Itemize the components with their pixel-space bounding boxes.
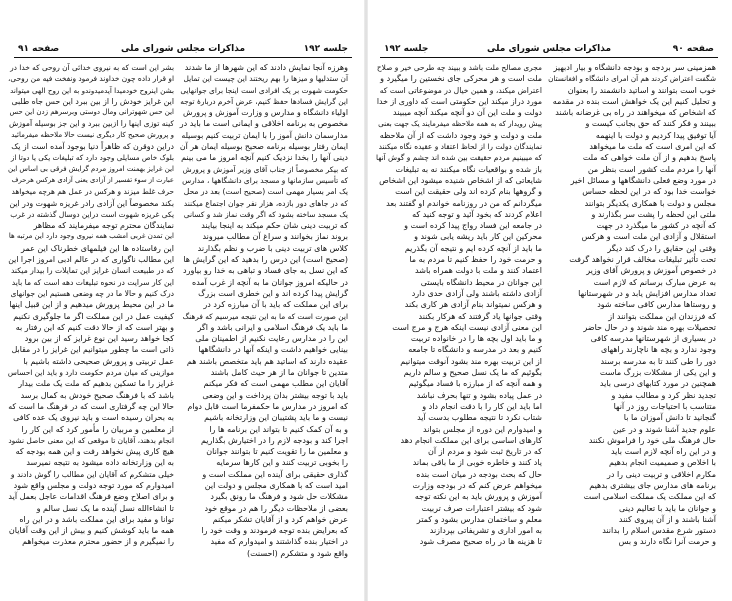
- text-line: این را در مدارس رعایت نکنیم از اطمینان ملی: [195, 334, 348, 344]
- text-line: تعداد مدارس افزایش یابد و در شهرستانها: [578, 288, 716, 298]
- text-line: تحت تأثیر تبلیغات مخالف قرار نخواهد گرفت: [569, 255, 716, 265]
- text-line: شتاب نکرد تا نتیجه مطلوب بدست آید: [417, 413, 542, 423]
- text-line: ما باید یک فرهنگ اسلامی و ایرانی باشد و اگر: [197, 322, 348, 332]
- text-line: را بخوبی تربیت کنند و این کارها سرمایه: [216, 458, 348, 468]
- text-column-right: [180, 62, 348, 559]
- text-line: موازینی که میان مردم حکومت دارد و باید این احساس: [7, 368, 174, 378]
- text-line: انجام بدهند، آقایان تا موقعی که این معنی حاصل نشود: [8, 435, 174, 445]
- text-line: نمایندگان دولت را از لحاظ اعتقاد و عقیده نگاه میکنند: [378, 142, 542, 152]
- text-line: ایمان رفتار بوسیله برنامه صحیح بوسیله ایمان هر آن: [179, 142, 348, 152]
- text-column-left: [376, 62, 542, 548]
- text-line: استقلال و آزادی این ملت است و هرکس: [581, 232, 716, 242]
- text-line: آقایان این مطلب مهمی است که فکر میکنم: [203, 379, 348, 389]
- text-line: آشنا باشند و از آن پیروی کنند: [618, 514, 716, 524]
- text-line: در حالیکه امروز جوانان ما به آنچه از غرب آمده: [192, 277, 348, 287]
- text-line: در خصوص آموزش و پرورش آقای وزیر: [586, 266, 716, 276]
- text-line: در مورد وضع فعلی دانشگاهها و مسائل اخیر: [570, 175, 716, 185]
- text-line: این حس شهوترانی ومال دوستی وبرسرهم زدن این حس: [9, 108, 174, 117]
- text-line: و بهتر است که از حالا دقت کنیم که این رفتار به: [15, 322, 174, 332]
- text-line: اعلام کردند که بخود آئید و توجه کنید که: [412, 209, 542, 219]
- text-line: این گرایش فسادها حفظ کنیم، عرض آخرم دربارهٔ توجه: [180, 96, 348, 106]
- text-line: ما در این محیط پرورش میدهیم و از این قبیل اینها: [9, 300, 174, 310]
- text-line: آزادی داشته باشند ولی آزادی حدی دارد: [411, 288, 542, 298]
- text-line: از معلمین و مربیان را مأمور کرد که این کار را: [21, 424, 174, 434]
- running-title: مذاکرات مجلس شورای ملی: [486, 44, 612, 54]
- text-line: باید با توجه بیشتر بدان پرداخت و این وضعی: [202, 390, 348, 400]
- text-line: مورد دراز میکند این حکومتی است که داوری از خدا: [376, 96, 542, 106]
- text-line: گذاری حقیقی برای آینده این مملکت است و: [202, 469, 348, 479]
- text-line: که تربیت دینی شان حکم میکند به اینجا بیایند: [201, 221, 348, 231]
- text-line: در عمل پیاده بشود و تنها بحرف نباشد: [416, 390, 542, 400]
- text-line: همچنین در مورد کتابهای درسی باید: [599, 379, 716, 389]
- text-line: که تأسیس سازمانها و مسجد برای دانشگاهها ، مدارس: [182, 175, 348, 185]
- page-header: [380, 44, 718, 56]
- text-line: آن ستدلیها و میزها را بهم ریختند این چیست این تمایل: [183, 74, 348, 84]
- header-rule: [380, 57, 718, 58]
- text-line: کنیم و بعد در مدرسه و دانشگاه تا جامعه: [408, 345, 542, 355]
- text-line: و امیدوارم این دوره از مجلس بتواند: [423, 424, 542, 434]
- text-line: یک امر بسیار مهمی است (صحیح است) بعد در محل: [183, 187, 348, 197]
- text-line: این تمدن غربی امشب همه نیروی وجود دارد این مرتبه ها: [8, 232, 174, 241]
- text-line: بروند نماز بخوانند و سراغ آن مطالب میروند: [202, 232, 348, 242]
- text-line: که این نسل به جای فساد و تباهی به خدا رو بیاورد: [183, 266, 348, 276]
- text-line: علوم جدید آشنا شوند و در عین: [613, 424, 716, 434]
- text-line: تا انشاءالله نسل آینده ما یک نسل سالم و: [36, 503, 174, 513]
- text-line: توانا و مفید برای این مملکت باشد و در این راه: [19, 514, 174, 524]
- text-line: مخصوص به برنامه اخلاقی و ایمانی است ما باید در: [179, 119, 348, 129]
- text-line: تجدید نظر کرد و مطالب مفید و: [611, 390, 716, 400]
- text-line: و حرمت آنرا نگاه دارند و بس: [618, 537, 716, 547]
- text-line: و روستاها مدارس کافی ساخته شود: [597, 300, 716, 310]
- text-line: ببینند و فکر کنند که حق بجانب کیست و: [585, 119, 716, 129]
- text-line: و به آن کمک کنیم تا بتواند این برنامه ها را: [209, 424, 348, 434]
- session-number: جلسه ۱۹۲: [303, 44, 348, 54]
- text-line: خیلی متشکرم که آقایان این مطالب را گوش دادند و: [10, 469, 174, 479]
- text-line: به عرض مبارک برسانم که لازم است: [593, 277, 716, 287]
- text-line: نمایندگان محترم توجه میفرمایند که مظاهر: [33, 221, 174, 231]
- text-line: که در تاریخ ثبت شود و مردم از آن: [428, 447, 542, 457]
- text-line: که اشخاص که میخواهند در راه بی غرضانه باشند: [555, 108, 716, 118]
- text-column-right: [548, 62, 716, 548]
- text-line: اعتماد کنند و ملت با دولت همراه باشد: [415, 266, 542, 276]
- text-line: ما باید از آنچه کرده ایم و نتیجه آن بگذریم: [404, 243, 542, 253]
- text-line: مکارم اخلاقی و تربیت دینی را در: [606, 469, 716, 479]
- text-line: میخواهم عرض کنم که در بودجه وزارت: [412, 480, 542, 490]
- text-line: این غرایز بهمنت امروز مردم گرایش فرقی بی اساس این: [7, 164, 174, 173]
- page-number: صفحه ۹۰: [672, 44, 714, 54]
- text-line: درک کنیم و حالا ما در چه وضعی هستیم این جوانهای: [10, 288, 174, 298]
- text-line: و در این راه آنچه لازم است باید: [610, 447, 716, 457]
- text-line: باشد که با فرهنگ صحیح خودش به کمال برسد: [20, 390, 174, 400]
- text-line: به بحران رسیده است و باید نیروی یک عده کافی: [13, 413, 174, 423]
- text-line: که امروز در مدارس ما حکمفرما است قابل دوام: [187, 401, 348, 411]
- text-line: دینی آنها را بخدا نزدیک کنیم آنچه امروز ما می بینم: [181, 153, 348, 163]
- text-line: دولت و ملت این آن دو آنچه میکند آنچه میبیند: [393, 108, 542, 118]
- text-line: محرکین این کار باید ریشه یابی شوند و: [414, 232, 542, 242]
- text-line: کلاس های تربیت دینی با ضرب و نظم بگذارند: [197, 243, 348, 253]
- text-line: به امور اداری و تشریفاتی بپردازند: [429, 526, 542, 536]
- text-line: عرض خواهم کرد و از آقایان تشکر میکنم: [212, 514, 348, 524]
- text-line: بلوک خاص مسایلی وجود دارد که تبلیغات یکی یا دوتا از: [10, 153, 174, 163]
- text-line: و معلمین ما را تقویت کنیم تا بتوانند جوانان: [206, 447, 348, 457]
- text-line: وهرزه آنجا نمایش دادند که این شهرها از ما شدند: [184, 63, 348, 72]
- text-column-left: [8, 62, 174, 548]
- text-line: حرف غلط میزند و هرکس در عمل هم هرچه میخواهد: [11, 187, 174, 197]
- text-line: که بعرایض بنده توجه فرمودند و وقت خود را: [201, 526, 348, 536]
- text-line: تا هزینه ها در راه صحیح مصرف شود: [419, 537, 542, 547]
- text-line: که این مملکت یک مملکت اسلامی است: [583, 492, 716, 502]
- text-line: آموزش و پرورش باید به این نکته توجه: [414, 492, 542, 502]
- text-line: حال فرهنگ ملی خود را فراموش نکنند: [588, 435, 716, 445]
- text-line: با اخلاص و صمیمیت انجام بدهیم: [609, 458, 716, 468]
- text-line: برای این مملکت که باید با آن مبارزه کرد در: [203, 300, 348, 310]
- text-line: همزمینی سر بردجه و بودجه دانشگاه و بیار ادبهیز: [553, 63, 716, 72]
- text-line: اولیاء دانشگاه و مدارس و وزارت آموزش و پرورش: [182, 108, 348, 118]
- text-line: کینه توزی اینها را ازبین ببرد و این جز بوسیله آموزش: [9, 119, 174, 129]
- text-line: بینایی خواهیم داشت و اینکه آنها در دانشگاهها: [198, 345, 348, 355]
- text-line: پیش رویدار که به همه ملاحظه میفرمایند یک جهت بعنی: [378, 119, 542, 129]
- text-line: آنها را مردم ملت کشور است بنظر من: [587, 164, 716, 174]
- text-line: شگفت اعتراض کردند هم آن امرای دانشگاه و افغانستان: [548, 74, 716, 84]
- text-line: یاد کنند و خاطره خوبی از ما باقی بماند: [412, 458, 542, 468]
- text-line: اما باید این کار را با دقت انجام داد و: [422, 401, 542, 411]
- page-number: صفحه ۹۱: [18, 44, 60, 54]
- text-line: یک مسجد ساخته بشود که اگر وقت نماز شد و کسانی: [183, 209, 348, 219]
- text-line: بعضی از ملاحظات دیگر را هم در موقع خود: [204, 503, 348, 513]
- text-line: شود که بیشتر اعتبارات صرف تربیت: [421, 503, 542, 513]
- text-line: تحصیلات بهره مند شوند و در حال حاضر: [583, 322, 716, 332]
- text-line: و این یکی از مشکلات بزرگ ماست: [599, 368, 716, 378]
- text-line: آیا توفیق پیدا کردیم و دولت با اینهمه: [595, 130, 716, 140]
- text-line: معلم و ساختمان مدارس بشود و کمتر: [416, 514, 542, 524]
- text-line: و ما باید اول بچه ها را در خانواده تربیت: [410, 334, 542, 344]
- text-line: دستور شرع مقدس اسلام را بدانند: [602, 526, 716, 536]
- text-line: ملت و دولت و خود وجود داشت که از آن ملاحظه: [379, 130, 542, 140]
- text-line: او قرار داده چون خداوند فرمود ونفخت فیه من روحی،: [8, 74, 174, 84]
- text-line: و هرکس نمیتواند بنام آزادی هر کاری بکند: [404, 300, 542, 310]
- text-line: ذاتی است ما چطور میتوانیم این غرایز را در مقابل: [11, 345, 174, 355]
- text-line: اجرا کند و بودجه لازم را در اختیارش بگذاریم: [200, 435, 348, 445]
- text-line: امید است که با همکاری مجلس و دولت این: [204, 480, 348, 490]
- text-line: کیفیت عمل در این مملکت اگر ما جلوگیری نکنیم: [13, 311, 174, 321]
- text-line: این مطالب ناگواری که در عالم ادبی امروز اجرا این: [8, 255, 174, 265]
- text-line: که بیکر مخصوصاً از جناب آقای وزیر آموزش و پرورش: [182, 164, 348, 174]
- text-line: پاسخ بدهیم و از آن ملت خواهی که ملت: [582, 153, 716, 163]
- text-line: که فرزندان این مملکت بتوانند از: [608, 311, 716, 321]
- text-line: و همه آنچه که از مبارزه با فساد میگوئیم: [408, 379, 542, 389]
- text-line: عبارت از سوء تفسیر از آزادی یعنی آزادی هرکس هرحرف: [11, 175, 174, 184]
- text-line: (صحیح است) این درس را بدهید که این گرایش ها: [183, 255, 348, 265]
- text-line: هیچ کاری پیش نخواهد رفت و این همه بودجه که: [15, 447, 174, 457]
- text-line: بشر این است که به نیروی خدائی آن روحی که خدا در: [10, 63, 174, 72]
- text-line: در اختیار بنده گذاشتند و امیدوارم که مفید: [210, 537, 348, 547]
- text-line: و جوانان ما باید با تعالیم دینی: [618, 503, 716, 513]
- page-header: [14, 44, 352, 56]
- text-line: را نمیگیرم و از حضور محترم معذرت میخواهم: [22, 537, 174, 547]
- text-line: مجری مصالح ملت باشد و ببیند چه طرحی خیر و صلاح: [376, 63, 542, 72]
- text-line: در جامعه این فساد رواج پیدا کرده است و: [404, 221, 542, 231]
- text-line: خوب است بتوانند و اساتید دانشمند را بعنوان: [567, 85, 716, 95]
- text-line: که در طبیعت انسان غرایز این تمایلات را بیدار میکند: [10, 266, 174, 276]
- text-line: همه ما باید کوشش کنیم و بیش از این وقت آقایان: [8, 526, 174, 536]
- text-line: این غرایز خودش را از بین ببرد این حس جاه طلبی: [11, 96, 174, 106]
- text-line: از این تربیت بهره مند بشود آنوقت میتوانیم: [400, 356, 542, 366]
- text-line: شایعاتی که از اشخاص شنیده میشود این اشخاص: [379, 175, 542, 185]
- text-line: و برای اصلاح وضع فرهنگ اقدامات عاجل بعمل آید: [8, 492, 174, 502]
- text-line: بشن اینروح خودمیدا آیدمیدوندو به این روح الهی میتواند: [10, 85, 174, 95]
- text-line: این صورت است که ما به این نتیجه میرسیم که فرهنگ: [182, 311, 348, 321]
- text-line: غرایز را ما تسکین بدهیم که ملت یک ملت بیدار: [18, 379, 174, 389]
- text-line: باز شده و بواقعیات نگاه میکنند نه به تبلیغات: [395, 164, 542, 174]
- text-line: مدارسمان دانش آموز را با ایمان تربیت کنیم بوسیله: [181, 130, 348, 140]
- text-line: یکی غریزه شهوت است دراین دوسال گذشته در غرب: [10, 209, 174, 219]
- text-line: کجا خواهد رسید این نوع غرایز که از بین برود: [24, 334, 174, 344]
- text-line: اعتراض میکند، و همین خیال در موضوعاتی است که: [379, 85, 542, 95]
- text-line: این رفاستاده ها این فیلمهای خطرناک این عمر: [21, 243, 174, 253]
- text-line: که آنچه در کشور ما میگذرد در جهت: [596, 221, 716, 231]
- text-line: حالا این چه گرفتاری است که در فرهنگ ما است که: [8, 401, 174, 411]
- text-line: کارهای اساسی برای این مملکت انجام دهد: [400, 435, 542, 445]
- text-line: نیست و ما باید پشتیبان این وزارتخانه باشیم: [204, 413, 348, 423]
- text-line: وجود ندارد و بچه ها ناچارند راههای: [600, 345, 716, 355]
- header-rule: [14, 57, 352, 58]
- text-line: که میبینیم مردم حقیقت بین شده اند چشم و گوش آنها: [375, 153, 542, 163]
- text-line: حال که بحث بودجه در میان است بنده: [416, 469, 542, 479]
- text-line: و تحلیل کنیم این یک خواهش است بنده در مقدمه: [552, 96, 716, 106]
- text-line: مشکلات حل شود و فرهنگ ما رونق بگیرد: [210, 492, 348, 502]
- text-line: امیدوارم که مورد توجه دولت و مجلس واقع شود: [13, 480, 174, 490]
- right-page: [366, 0, 732, 601]
- text-line: متناسب با احتیاجات روز در آنها: [613, 401, 716, 411]
- text-line: به این وزارتخانه داده میشود به نتیجه نمیرسد: [26, 458, 174, 468]
- text-line: واقع شود و متشکرم (احسنت): [246, 548, 348, 558]
- text-line: دراین دوقرن که ظاهراً دنیا بوجود آمده است از یک: [11, 142, 174, 152]
- text-line: گرایش پیدا کرده اند و این خطری است بزرگ: [198, 288, 348, 298]
- text-line: حکومت شهوت بر یک افرادی است اینجا برای جوانهایی: [180, 85, 348, 95]
- text-line: برنامه های مدارس جای بیشتری بدهیم: [589, 480, 716, 490]
- text-line: ملتی این لحظه را پشت سر بگذارند و: [591, 209, 716, 219]
- text-line: و گروهها بنام کرده اند ولی حقیقت این است: [395, 187, 542, 197]
- text-line: مجلس و دولت با همکاری یکدیگر بتوانند: [584, 198, 716, 208]
- running-title: مذاکرات مجلس شورای ملی: [120, 44, 246, 54]
- text-line: این جوانان در محیط دانشگاه بایستی: [420, 277, 542, 287]
- text-line: بگوئیم که ما یک نسل صحیح و سالم داریم: [403, 368, 542, 378]
- text-line: عمل تربیتی و پرورش صحیحی داشته باشیم با: [23, 356, 174, 366]
- text-line: دور را طی کنند تا به مدرسه برسند: [600, 356, 716, 366]
- text-line: که این امری است که ملت ما میخواهد: [589, 142, 716, 152]
- text-line: این معنی آزادی نیست اینکه هرج و مرج است: [392, 322, 542, 332]
- text-line: گنجانید تا دانش آموزان ما با: [623, 413, 716, 423]
- session-number: جلسه ۱۹۲: [384, 44, 429, 54]
- text-line: این کار سرایت در نحوه تبلیغات دهه است که ما باید: [11, 277, 174, 287]
- text-line: و پرورش صحیح کار دیگری نیست حالا ملاحظه میفرمائید: [11, 130, 174, 139]
- text-line: میگردانم که من در روزنامه خواندم او گفتند بعد: [386, 198, 542, 208]
- text-line: ملت است و هر محرکی جای نخستین را میگیرد و: [380, 74, 542, 84]
- text-line: خواست خدا بود که در این لحظه حساس: [582, 187, 716, 197]
- text-line: که در جاهای دور بازده، هزار نفر جوان اجتماع میکنند: [183, 198, 348, 208]
- text-line: عقیده دارند که اساتید هم باید متخصص باشند هم: [186, 356, 348, 366]
- text-line: متدین تا جوانان ما از هر حیث کامل باشند: [210, 368, 348, 378]
- text-line: و حرمت خود را حفظ کنیم تا مردم به ما: [409, 255, 542, 265]
- text-line: بکند مخصوصاً این آزادی رادر غریزه شهوت ودر این: [9, 198, 174, 208]
- text-line: وقتی جوانها یاد گرفتند که هرکار بکنند: [418, 311, 542, 321]
- text-line: در بسیاری از شهرستانها مدرسه کافی: [590, 334, 716, 344]
- text-line: وقتی این حقایق را درک کند دیگر: [607, 243, 716, 253]
